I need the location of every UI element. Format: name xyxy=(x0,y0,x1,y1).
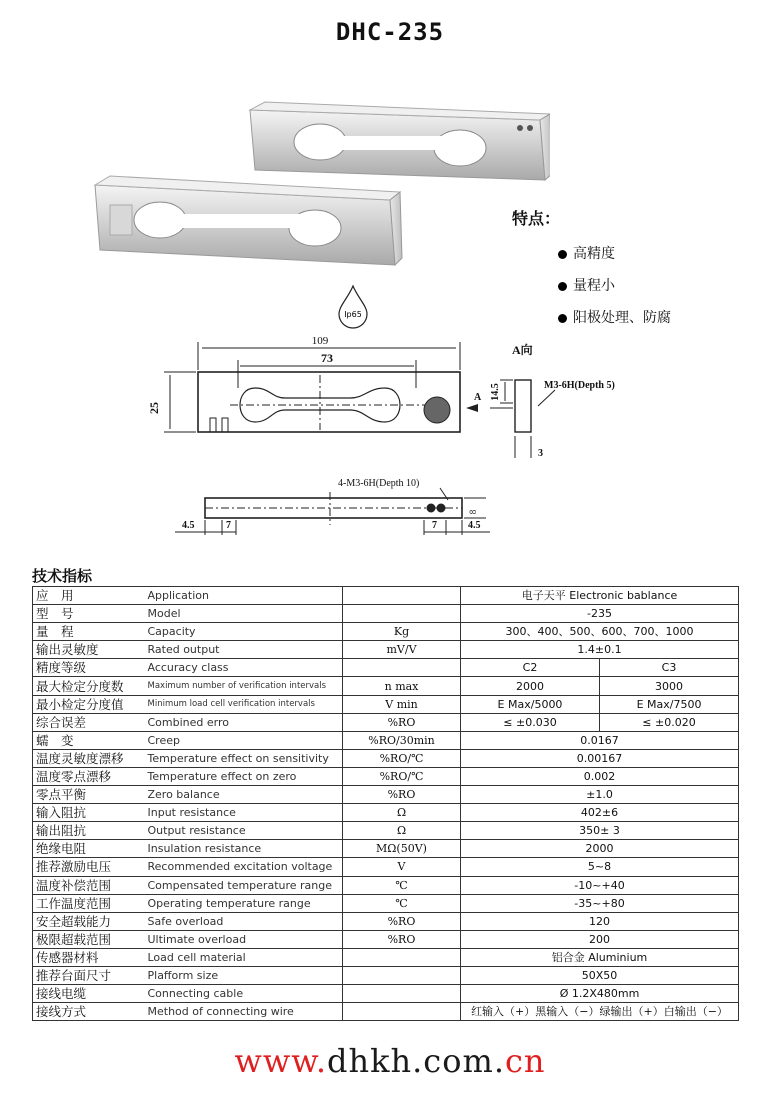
spec-label-en: Capacity xyxy=(145,623,343,641)
spec-label-en: Insulation resistance xyxy=(145,840,343,858)
spec-label-cn: 输出灵敏度 xyxy=(33,641,145,659)
spec-row xyxy=(33,587,739,605)
spec-row xyxy=(33,822,739,840)
dim-side-width: 3 xyxy=(538,448,543,459)
spec-value: 铝合金 Aluminium xyxy=(461,948,739,966)
spec-label-en: Application xyxy=(145,587,343,605)
spec-row xyxy=(33,731,739,749)
spec-unit: %RO xyxy=(343,713,461,731)
spec-value: Ø 1.2X480mm xyxy=(461,985,739,1003)
load-cell-front xyxy=(95,176,402,265)
spec-label-cn: 蠕 变 xyxy=(33,731,145,749)
spec-unit xyxy=(343,966,461,984)
spec-unit xyxy=(343,985,461,1003)
dim-side-height: 14.5 xyxy=(490,383,501,401)
spec-row xyxy=(33,749,739,767)
spec-unit: %RO/30min xyxy=(343,731,461,749)
spec-label-en: Maximum number of verification intervals xyxy=(145,677,343,695)
spec-unit: MΩ(50V) xyxy=(343,840,461,858)
spec-label-cn: 零点平衡 xyxy=(33,786,145,804)
spec-unit: %RO xyxy=(343,786,461,804)
spec-label-en: Minimum load cell verification intervals xyxy=(145,695,343,713)
spec-label-cn: 综合误差 xyxy=(33,713,145,731)
dim-hole-span: 73 xyxy=(321,351,333,365)
dim-height: 25 xyxy=(147,402,161,414)
spec-unit: Ω xyxy=(343,804,461,822)
spec-heading: 技术指标 xyxy=(32,567,93,585)
spec-row xyxy=(33,695,739,713)
spec-row xyxy=(33,677,739,695)
thread-side: M3-6H(Depth 5) xyxy=(544,380,615,391)
spec-row xyxy=(33,786,739,804)
spec-row xyxy=(33,966,739,984)
spec-label-cn: 工作温度范围 xyxy=(33,894,145,912)
spec-value: 402±6 xyxy=(461,804,739,822)
feature-item: 量程小 xyxy=(558,275,671,295)
spec-label-en: Zero balance xyxy=(145,786,343,804)
spec-label-cn: 极限超载范围 xyxy=(33,930,145,948)
spec-value: -10~+40 xyxy=(461,876,739,894)
spec-value: 120 xyxy=(461,912,739,930)
spec-unit xyxy=(343,948,461,966)
features-heading: 特点： xyxy=(512,209,561,228)
side-view-body xyxy=(515,380,531,432)
spec-row xyxy=(33,804,739,822)
spec-row xyxy=(33,659,739,677)
spec-value: 电子天平 Electronic bablance xyxy=(461,587,739,605)
dim-length: 109 xyxy=(311,335,329,347)
dim-right-edge: 4.5 xyxy=(468,520,481,531)
spec-label-cn: 最大检定分度数 xyxy=(33,677,145,695)
features-block xyxy=(512,206,671,339)
spec-unit: Ω xyxy=(343,822,461,840)
thread-bottom: 4-M3-6H(Depth 10) xyxy=(338,478,420,489)
spec-label-cn: 型 号 xyxy=(33,605,145,623)
spec-unit: Kg xyxy=(343,623,461,641)
spec-label-en: Rated output xyxy=(145,641,343,659)
spec-label-cn: 应 用 xyxy=(33,587,145,605)
spec-row xyxy=(33,623,739,641)
spec-value: ±1.0 xyxy=(461,786,739,804)
spec-row xyxy=(33,948,739,966)
spec-label-cn: 输出阻抗 xyxy=(33,822,145,840)
spec-row xyxy=(33,840,739,858)
technical-drawing xyxy=(0,330,780,550)
spec-unit xyxy=(343,587,461,605)
dim-right-height: 8 xyxy=(468,509,478,515)
url-part: cn xyxy=(504,1042,546,1080)
spec-label-en: Creep xyxy=(145,731,343,749)
spec-table xyxy=(32,586,739,1021)
spec-value: -235 xyxy=(461,605,739,623)
spec-value-left: 2000 xyxy=(461,677,600,695)
spec-label-cn: 接线方式 xyxy=(33,1003,145,1021)
spec-label-cn: 推荐台面尺寸 xyxy=(33,966,145,984)
spec-unit xyxy=(343,605,461,623)
dim-left-edge: 4.5 xyxy=(182,520,195,531)
a-arrow-icon xyxy=(466,404,478,412)
spec-value-left: E Max/5000 xyxy=(461,695,600,713)
spec-label-en: Operating temperature range xyxy=(145,894,343,912)
spec-label-en: Connecting cable xyxy=(145,985,343,1003)
dim-right-hole: 7 xyxy=(432,520,437,531)
ip65-drop-icon xyxy=(336,284,370,330)
spec-unit xyxy=(343,1003,461,1021)
spec-label-cn: 传感器材料 xyxy=(33,948,145,966)
spec-label-cn: 最小检定分度值 xyxy=(33,695,145,713)
feature-item: 高精度 xyxy=(558,243,671,263)
website-url[interactable] xyxy=(0,1042,780,1080)
spec-label-en: Compensated temperature range xyxy=(145,876,343,894)
spec-value-right: E Max/7500 xyxy=(600,695,739,713)
spec-row xyxy=(33,858,739,876)
spec-unit xyxy=(343,659,461,677)
spec-label-en: Method of connecting wire xyxy=(145,1003,343,1021)
spec-label-en: Output resistance xyxy=(145,822,343,840)
spec-value: -35~+80 xyxy=(461,894,739,912)
spec-unit: V min xyxy=(343,695,461,713)
front-view-body xyxy=(198,372,460,432)
spec-row xyxy=(33,713,739,731)
spec-row xyxy=(33,912,739,930)
product-photo xyxy=(90,100,550,290)
spec-value: 350± 3 xyxy=(461,822,739,840)
spec-row xyxy=(33,876,739,894)
spec-row xyxy=(33,641,739,659)
feature-item: 阳极处理、防腐 xyxy=(558,307,671,327)
spec-value: 红输入（+）黑输入（−）绿输出（+）白输出（−） xyxy=(461,1003,739,1021)
spec-value: 2000 xyxy=(461,840,739,858)
spec-row xyxy=(33,985,739,1003)
arrow-a-label: A xyxy=(474,392,482,403)
spec-unit: %RO/℃ xyxy=(343,749,461,767)
spec-label-en: Plafform size xyxy=(145,966,343,984)
spec-unit: %RO xyxy=(343,912,461,930)
spec-value: 300、400、500、600、700、1000 xyxy=(461,623,739,641)
spec-row xyxy=(33,930,739,948)
load-cell-back xyxy=(250,102,550,180)
spec-label-cn: 量 程 xyxy=(33,623,145,641)
spec-value-left: C2 xyxy=(461,659,600,677)
spec-label-cn: 输入阻抗 xyxy=(33,804,145,822)
spec-unit: ℃ xyxy=(343,894,461,912)
spec-label-cn: 温度补偿范围 xyxy=(33,876,145,894)
dim-left-hole: 7 xyxy=(226,520,231,531)
spec-row xyxy=(33,1003,739,1021)
spec-value-left: ≤ ±0.030 xyxy=(461,713,600,731)
spec-row xyxy=(33,894,739,912)
spec-unit: n max xyxy=(343,677,461,695)
bullet-icon xyxy=(558,282,567,291)
bullet-icon xyxy=(558,250,567,259)
spec-label-cn: 接线电缆 xyxy=(33,985,145,1003)
spec-label-en: Safe overload xyxy=(145,912,343,930)
view-a-label: A向 xyxy=(512,343,533,357)
spec-unit: V xyxy=(343,858,461,876)
url-part: dhkh. xyxy=(327,1042,424,1080)
spec-label-cn: 精度等级 xyxy=(33,659,145,677)
spec-value-right: 3000 xyxy=(600,677,739,695)
spec-value-right: ≤ ±0.020 xyxy=(600,713,739,731)
spec-unit: mV/V xyxy=(343,641,461,659)
spec-label-en: Load cell material xyxy=(145,948,343,966)
url-part: www. xyxy=(234,1042,328,1080)
spec-label-cn: 温度零点漂移 xyxy=(33,767,145,785)
spec-label-en: Accuracy class xyxy=(145,659,343,677)
spec-label-en: Ultimate overload xyxy=(145,930,343,948)
spec-value: 0.002 xyxy=(461,767,739,785)
spec-value: 0.0167 xyxy=(461,731,739,749)
bullet-icon xyxy=(558,314,567,323)
spec-label-cn: 推荐激励电压 xyxy=(33,858,145,876)
spec-unit: %RO/℃ xyxy=(343,767,461,785)
spec-row xyxy=(33,605,739,623)
spec-value-right: C3 xyxy=(600,659,739,677)
page-title: DHC-235 xyxy=(335,18,445,46)
spec-label-en: Combined erro xyxy=(145,713,343,731)
spec-value: 5~8 xyxy=(461,858,739,876)
url-part: com. xyxy=(423,1042,505,1080)
spec-label-cn: 安全超载能力 xyxy=(33,912,145,930)
spec-unit: ℃ xyxy=(343,876,461,894)
spec-label-en: Input resistance xyxy=(145,804,343,822)
spec-label-cn: 温度灵敏度漂移 xyxy=(33,749,145,767)
spec-label-en: Recommended excitation voltage xyxy=(145,858,343,876)
spec-row xyxy=(33,767,739,785)
spec-value: 200 xyxy=(461,930,739,948)
spec-value: 1.4±0.1 xyxy=(461,641,739,659)
spec-unit: %RO xyxy=(343,930,461,948)
ip65-label: Ip65 xyxy=(344,310,362,319)
spec-label-en: Temperature effect on sensitivity xyxy=(145,749,343,767)
spec-label-en: Model xyxy=(145,605,343,623)
spec-value: 50X50 xyxy=(461,966,739,984)
spec-label-en: Temperature effect on zero xyxy=(145,767,343,785)
spec-label-cn: 绝缘电阻 xyxy=(33,840,145,858)
spec-value: 0.00167 xyxy=(461,749,739,767)
